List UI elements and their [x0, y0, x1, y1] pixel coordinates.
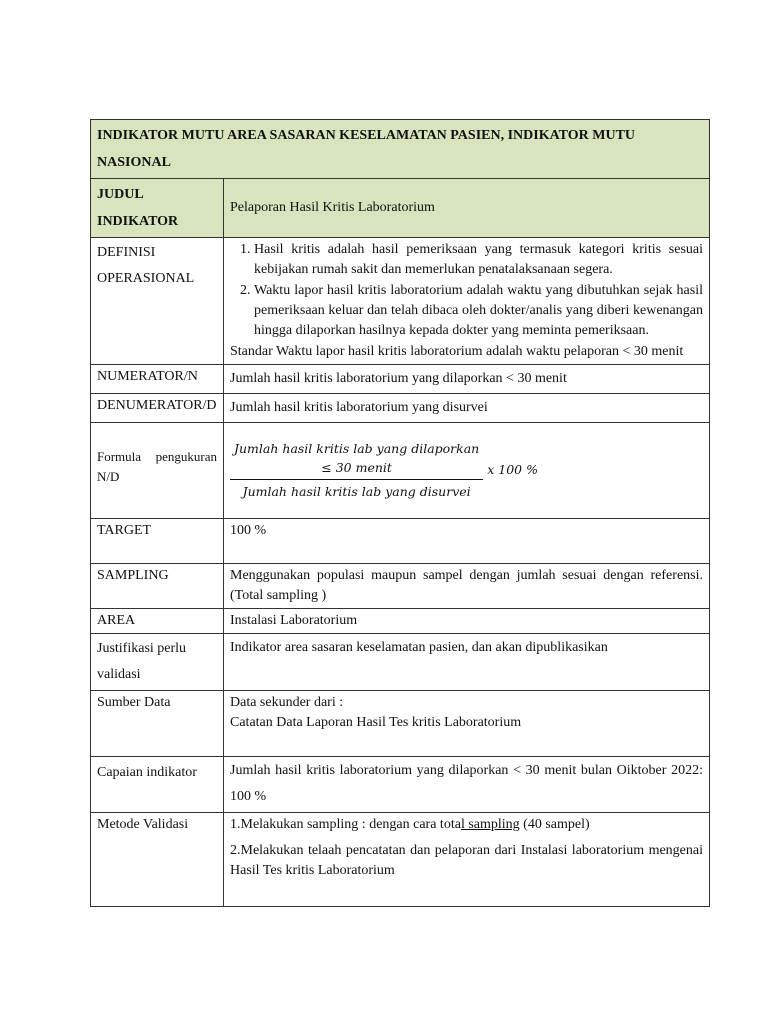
sampling-row: [91, 564, 710, 609]
numerator-value: Jumlah hasil kritis laboratorium yang dilaporkan < 30 menit: [224, 365, 710, 394]
sumber-row: [91, 691, 710, 757]
metode-line2: 2.Melakukan telaah pencatatan dan pelaporan dari Instalasi laboratorium mengenai Hasil Tes kritis Laboratorium: [230, 843, 703, 878]
sampling-value: Menggunakan populasi maupun sampel dengan jumlah sesuai dengan referensi. (Total sampling ): [224, 564, 710, 609]
target-row: [91, 519, 710, 564]
metode-line1-text: 1.Melakukan sampling : dengan cara tota: [230, 817, 461, 832]
formula-multiplier: x 100 %: [487, 462, 538, 477]
judul-label: JUDUL INDIKATOR: [91, 179, 224, 238]
formula-label: Formula pengukuran N/D: [91, 423, 224, 519]
capaian-row: [91, 757, 710, 813]
definisi-list: [230, 240, 703, 341]
numerator-label: NUMERATOR/N: [91, 365, 224, 394]
sumber-value: [224, 691, 710, 757]
formula-value: [224, 423, 710, 519]
target-value: 100 %: [224, 519, 710, 564]
definisi-standar: Standar Waktu lapor hasil kritis laboratorium adalah waktu pelaporan < 30 menit: [230, 344, 684, 359]
sumber-line1: Data sekunder dari :: [230, 695, 344, 710]
justifikasi-label: Justifikasi perlu validasi: [91, 634, 224, 691]
indicator-table: [90, 119, 710, 907]
judul-row: [91, 179, 710, 238]
formula-fraction: [230, 439, 483, 501]
metode-line1-underlined: l sampling: [460, 817, 520, 832]
metode-label: Metode Validasi: [91, 813, 224, 907]
area-value: Instalasi Laboratorium: [224, 609, 710, 634]
denumerator-row: [91, 394, 710, 423]
numerator-row: [91, 365, 710, 394]
definisi-row: [91, 238, 710, 365]
metode-line1-suffix: (40 sampel): [519, 817, 590, 832]
formula-numerator: [230, 439, 483, 479]
title-row: [91, 120, 710, 179]
judul-value: Pelaporan Hasil Kritis Laboratorium: [224, 179, 710, 238]
formula-denominator: Jumlah hasil kritis lab yang disurvei: [230, 479, 483, 501]
area-label: AREA: [91, 609, 224, 634]
sumber-label: Sumber Data: [91, 691, 224, 757]
capaian-value: Jumlah hasil kritis laboratorium yang dilaporkan < 30 menit bulan Oiktober 2022: 100 %: [224, 757, 710, 813]
document-title: INDIKATOR MUTU AREA SASARAN KESELAMATAN PASIEN, INDIKATOR MUTU NASIONAL: [91, 120, 710, 179]
justifikasi-value: Indikator area sasaran keselamatan pasien, dan akan dipublikasikan: [224, 634, 710, 691]
metode-value: [224, 813, 710, 907]
formula-numerator-line2: ≤ 30 menit: [321, 460, 392, 475]
metode-row: [91, 813, 710, 907]
area-row: [91, 609, 710, 634]
metode-line1: [230, 815, 703, 835]
denumerator-value: Jumlah hasil kritis laboratorium yang disurvei: [224, 394, 710, 423]
sampling-label: SAMPLING: [91, 564, 224, 609]
target-label: TARGET: [91, 519, 224, 564]
definisi-label: DEFINISI OPERASIONAL: [91, 238, 224, 365]
definisi-item: 2. Waktu lapor hasil kritis laboratorium adalah waktu yang dibutuhkan sejak hasil pemeriksaan keluar dan telah dibaca oleh dokter/analis yang diberi kewenangan hingga dilaporkan hasilnya kepada dokter yang meminta pemeriksaan.: [254, 281, 703, 341]
capaian-label: Capaian indikator: [91, 757, 224, 813]
definisi-item: 1. Hasil kritis adalah hasil pemeriksaan yang termasuk kategori kritis sesuai kebijakan rumah sakit dan memerlukan penatalaksanaan segera.: [254, 240, 703, 280]
definisi-value: [224, 238, 710, 365]
formula-numerator-line1: Jumlah hasil kritis lab yang dilaporkan: [234, 441, 480, 456]
sumber-line2: Catatan Data Laporan Hasil Tes kritis Laboratorium: [230, 715, 522, 730]
denumerator-label: DENUMERATOR/D: [91, 394, 224, 423]
formula-row: [91, 423, 710, 519]
justifikasi-row: [91, 634, 710, 691]
